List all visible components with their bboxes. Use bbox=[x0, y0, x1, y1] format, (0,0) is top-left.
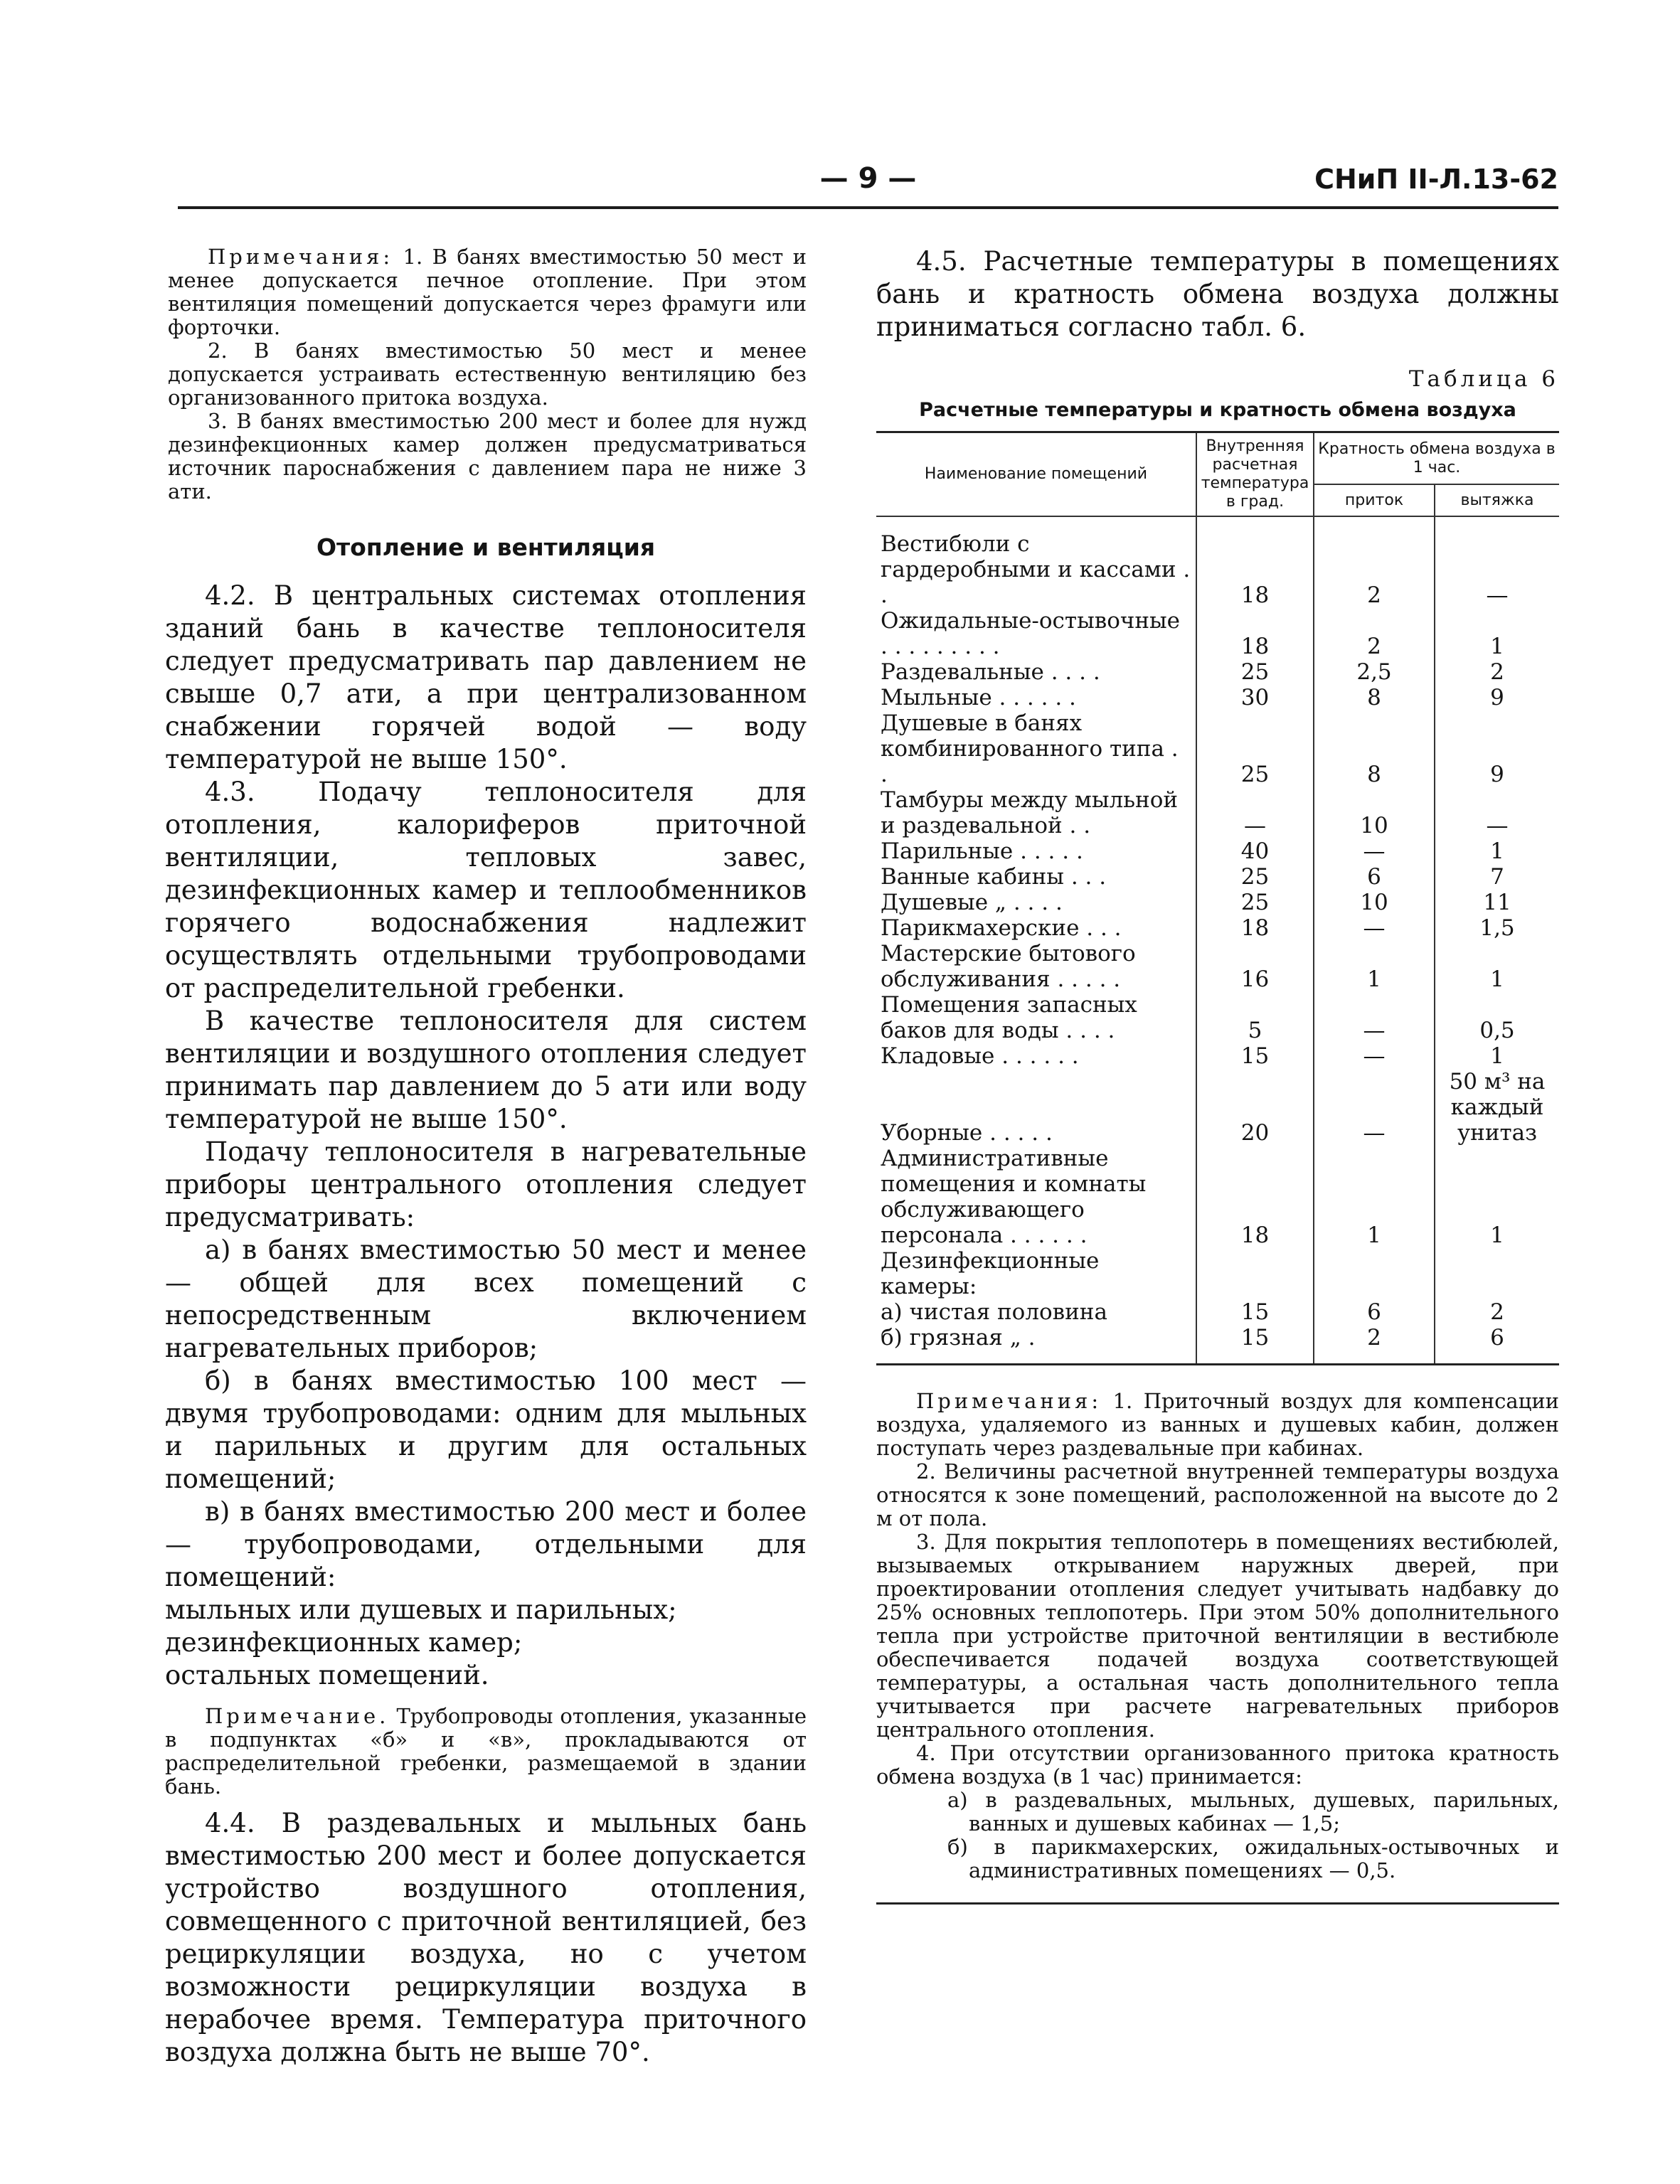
cell-supply: 2,5 bbox=[1314, 659, 1435, 685]
cell-temp: 18 bbox=[1196, 1146, 1314, 1248]
subitem-2: дезинфекционных камер; bbox=[165, 1627, 523, 1658]
table-note-4b: б) в парикмахерских, ожидальных-остывочных и административных помещениях — 0,5. bbox=[947, 1835, 1559, 1882]
cell-supply: — bbox=[1314, 992, 1435, 1043]
cell-exhaust bbox=[1435, 1248, 1559, 1299]
table-row bbox=[876, 787, 1559, 838]
table-row bbox=[876, 1299, 1559, 1325]
left-column bbox=[165, 245, 807, 2069]
cell-supply: — bbox=[1314, 915, 1435, 941]
cell-exhaust: 50 м³ на каждый унитаз bbox=[1449, 1069, 1546, 1146]
cell-name: Парильные . . . . . bbox=[876, 838, 1196, 864]
table-row bbox=[876, 1325, 1559, 1365]
cell-exhaust: 1 bbox=[1490, 1043, 1504, 1069]
cell-supply: — bbox=[1314, 1069, 1435, 1146]
table-caption: Таблица 6 bbox=[1408, 366, 1559, 392]
cell-exhaust: 1 bbox=[1490, 838, 1504, 864]
cell-supply: — bbox=[1314, 838, 1435, 864]
note-1: 1. В банях вместимостью 50 мест и менее допускается печное отопление. При этом вентиляция помещений допускается через фрамуги или форточки. bbox=[168, 245, 807, 339]
col-header-name: Наименование помещений bbox=[876, 432, 1196, 517]
col-header-exchange: Кратность обмена воздуха в 1 час. bbox=[1314, 432, 1559, 485]
cell-temp: 16 bbox=[1196, 941, 1314, 992]
subitem-1: мыльных или душевых и парильных; bbox=[165, 1594, 677, 1625]
cell-exhaust: 2 bbox=[1490, 1299, 1504, 1325]
page-number: — 9 — bbox=[819, 162, 917, 195]
cell-name: Кладовые . . . . . . bbox=[876, 1043, 1196, 1069]
document-code: СНиП II-Л.13-62 bbox=[1314, 164, 1558, 195]
cell-temp: 25 bbox=[1196, 710, 1314, 787]
col-header-exhaust: вытяжка bbox=[1435, 484, 1559, 516]
table-row bbox=[876, 890, 1559, 915]
paragraph-4-5: 4.5. Расчетные температуры в помещениях бань и кратность обмена воздуха должны приниматься согласно табл. 6. bbox=[876, 246, 1559, 342]
cell-supply: 6 bbox=[1314, 864, 1435, 890]
cell-temp: 15 bbox=[1196, 1043, 1314, 1069]
cell-name: Административные помещения и комнаты обслуживающего персонала . . . . . . bbox=[876, 1146, 1196, 1248]
cell-supply: 2 bbox=[1314, 516, 1435, 608]
cell-name: Душевые в банях комбинированного типа . . bbox=[876, 710, 1196, 787]
table-notes bbox=[876, 1390, 1559, 1882]
table-note-3: 3. Для покрытия теплопотерь в помещениях вестибюлей, вызываемых открыванием наружных дверей, при проектировании отопления следует учитывать надбавку до 25% основных теплопотерь. При этом 50% дополнительного тепла при устройстве приточной вентиляции в вестибюле обеспечивается подачей воздуха соответствующей температуры, а остальная часть дополнительного тепла учитывается при расчете нагревательных приборов центрального отопления. bbox=[876, 1530, 1559, 1742]
paragraph-4-2: 4.2. В центральных системах отопления зданий бань в качестве теплоносителя следует предусматривать пар давлением не свыше 0,7 ати, а при централизованном снабжении горячей водой — воду температурой не выше 150°. bbox=[165, 580, 807, 774]
cell-temp: 25 bbox=[1196, 659, 1314, 685]
cell-exhaust: — bbox=[1486, 813, 1509, 838]
cell-supply: 6 bbox=[1314, 1299, 1435, 1325]
cell-supply: 1 bbox=[1314, 1146, 1435, 1248]
paragraph-4-3-c: Подачу теплоносителя в нагревательные приборы центрального отопления следует предусматривать: bbox=[165, 1136, 807, 1232]
cell-name: Помещения запасных баков для воды . . . . bbox=[876, 992, 1196, 1043]
cell-temp: 15 bbox=[1196, 1325, 1314, 1365]
cell-name: Тамбуры между мыльной и раздевальной . . bbox=[876, 787, 1196, 838]
cell-supply: 10 bbox=[1314, 787, 1435, 838]
section-title: Отопление и вентиляция bbox=[316, 533, 656, 561]
cell-temp: 40 bbox=[1196, 838, 1314, 864]
cell-supply: 2 bbox=[1314, 1325, 1435, 1365]
cell-exhaust: 6 bbox=[1490, 1325, 1504, 1351]
table-row bbox=[876, 516, 1559, 608]
table-body bbox=[876, 516, 1559, 1365]
cell-supply: 8 bbox=[1314, 710, 1435, 787]
paragraph-4-3-b: В качестве теплоносителя для систем вентиляции и воздушного отопления следует принимать пар давлением до 5 ати или воду температурой не выше 150°. bbox=[165, 1006, 807, 1134]
table-notes-label: Примечания: bbox=[916, 1389, 1102, 1413]
table-row bbox=[876, 992, 1559, 1043]
cell-temp: 25 bbox=[1196, 890, 1314, 915]
right-column bbox=[876, 245, 1559, 1905]
table-row bbox=[876, 1043, 1559, 1069]
cell-supply: 1 bbox=[1314, 941, 1435, 992]
cell-exhaust: 2 bbox=[1490, 659, 1504, 685]
note-3: 3. В банях вместимостью 200 мест и более для нужд дезинфекционных камер должен предусматриваться источник пароснабжения с давлением пара не ниже 3 ати. bbox=[168, 409, 807, 504]
col-header-supply: приток bbox=[1314, 484, 1435, 516]
page-header bbox=[178, 162, 1558, 209]
table-note-4a: а) в раздевальных, мыльных, душевых, парильных, ванных и душевых кабинах — 1,5; bbox=[947, 1788, 1559, 1836]
cell-exhaust: — bbox=[1486, 582, 1509, 608]
note-mid: Трубопроводы отопления, указанные в подпунктах «б» и «в», прокладываются от распределительной гребенки, размещаемой в здании бань. bbox=[165, 1704, 807, 1799]
cell-supply: 2 bbox=[1314, 608, 1435, 659]
temperature-table bbox=[876, 431, 1559, 1365]
table-row bbox=[876, 608, 1559, 659]
cell-name: Дезинфекционные камеры: bbox=[876, 1248, 1196, 1299]
table-row bbox=[876, 941, 1559, 992]
cell-name: Вестибюли с гардеробными и кассами . . bbox=[876, 516, 1196, 608]
paragraph-4-4: 4.4. В раздевальных и мыльных бань вместимостью 200 мест и более допускается устройство воздушного отопления, совмещенного с приточной вентиляцией, без рециркуляции воздуха, но с учетом возможности рециркуляции воздуха в нерабочее время. Температура приточного воздуха должна быть не выше 70°. bbox=[165, 1808, 807, 2067]
table-note-2: 2. Величины расчетной внутренней температуры воздуха относятся к зоне помещений, расположенной на высоте до 2 м от пола. bbox=[876, 1459, 1559, 1530]
cell-exhaust: 1 bbox=[1490, 634, 1504, 659]
cell-exhaust: 11 bbox=[1483, 890, 1511, 915]
cell-exhaust: 9 bbox=[1490, 762, 1504, 787]
table-row bbox=[876, 864, 1559, 890]
item-c: в) в банях вместимостью 200 мест и более — трубопроводами, отдельными для помещений: bbox=[165, 1496, 807, 1592]
table-note-1: 1. Приточный воздух для компенсации воздуха, удаляемого из ванных и душевых кабин, должен поступать через раздевальные при кабинах. bbox=[876, 1389, 1560, 1460]
paragraph-4-3: 4.3. Подачу теплоносителя для отопления, калориферов приточной вентиляции, тепловых завес, дезинфекционных камер и теплообменников горячего водоснабжения надлежит осуществлять отдельными трубопроводами от распределительной гребенки. bbox=[165, 777, 807, 1003]
cell-name: Мыльные . . . . . . bbox=[876, 685, 1196, 710]
cell-name: Уборные . . . . . bbox=[876, 1069, 1196, 1146]
cell-exhaust: 1,5 bbox=[1479, 915, 1515, 941]
note-mid-label: Примечание. bbox=[205, 1704, 390, 1728]
notes-label: Примечания: bbox=[208, 245, 394, 269]
table-row bbox=[876, 659, 1559, 685]
table-row bbox=[876, 915, 1559, 941]
cell-supply: 8 bbox=[1314, 685, 1435, 710]
cell-temp: 15 bbox=[1196, 1299, 1314, 1325]
cell-name: Раздевальные . . . . bbox=[876, 659, 1196, 685]
cell-exhaust: 1 bbox=[1490, 1222, 1504, 1248]
cell-supply: 10 bbox=[1314, 890, 1435, 915]
table-row bbox=[876, 710, 1559, 787]
cell-temp: 25 bbox=[1196, 864, 1314, 890]
cell-name: Ванные кабины . . . bbox=[876, 864, 1196, 890]
cell-temp: 30 bbox=[1196, 685, 1314, 710]
note-2: 2. В банях вместимостью 50 мест и менее допускается устраивать естественную вентиляцию без организованного притока воздуха. bbox=[168, 339, 807, 410]
cell-exhaust: 9 bbox=[1490, 685, 1504, 710]
cell-temp: 18 bbox=[1196, 608, 1314, 659]
cell-supply: — bbox=[1314, 1043, 1435, 1069]
table-row bbox=[876, 838, 1559, 864]
col-header-temp: Внутренняя расчетная температура в град. bbox=[1196, 432, 1314, 517]
cell-temp: 18 bbox=[1196, 516, 1314, 608]
table-row bbox=[876, 685, 1559, 710]
bottom-rule bbox=[876, 1902, 1559, 1905]
cell-temp bbox=[1196, 1248, 1314, 1299]
cell-name: а) чистая половина bbox=[876, 1299, 1196, 1325]
table-row bbox=[876, 1146, 1559, 1248]
cell-exhaust: 0,5 bbox=[1479, 1018, 1515, 1043]
cell-temp: — bbox=[1196, 787, 1314, 838]
top-notes bbox=[165, 245, 807, 504]
item-b: б) в банях вместимостью 100 мест — двумя трубопроводами: одним для мыльных и парильных и другим для остальных помещений; bbox=[165, 1365, 807, 1494]
cell-name: Душевые „ . . . . bbox=[876, 890, 1196, 915]
subitem-3: остальных помещений. bbox=[165, 1660, 489, 1690]
cell-temp: 18 bbox=[1196, 915, 1314, 941]
cell-name: Мастерские бытового обслуживания . . . . . bbox=[876, 941, 1196, 992]
cell-supply bbox=[1314, 1248, 1435, 1299]
item-a: а) в банях вместимостью 50 мест и менее — общей для всех помещений с непосредственным включением нагревательных приборов; bbox=[165, 1235, 807, 1363]
cell-name: б) грязная „ . bbox=[876, 1325, 1196, 1365]
table-title: Расчетные температуры и кратность обмена воздуха bbox=[919, 399, 1516, 421]
table-row bbox=[876, 1069, 1559, 1146]
cell-name: Ожидальные-остывочные . . . . . . . . . bbox=[876, 608, 1196, 659]
cell-temp: 5 bbox=[1196, 992, 1314, 1043]
cell-temp: 20 bbox=[1196, 1069, 1314, 1146]
cell-exhaust: 7 bbox=[1490, 864, 1504, 890]
cell-exhaust: 1 bbox=[1490, 966, 1504, 992]
cell-name: Парикмахерские . . . bbox=[876, 915, 1196, 941]
table-row bbox=[876, 1248, 1559, 1299]
table-note-4: 4. При отсутствии организованного притока кратность обмена воздуха (в 1 час) принимается: bbox=[876, 1741, 1559, 1789]
